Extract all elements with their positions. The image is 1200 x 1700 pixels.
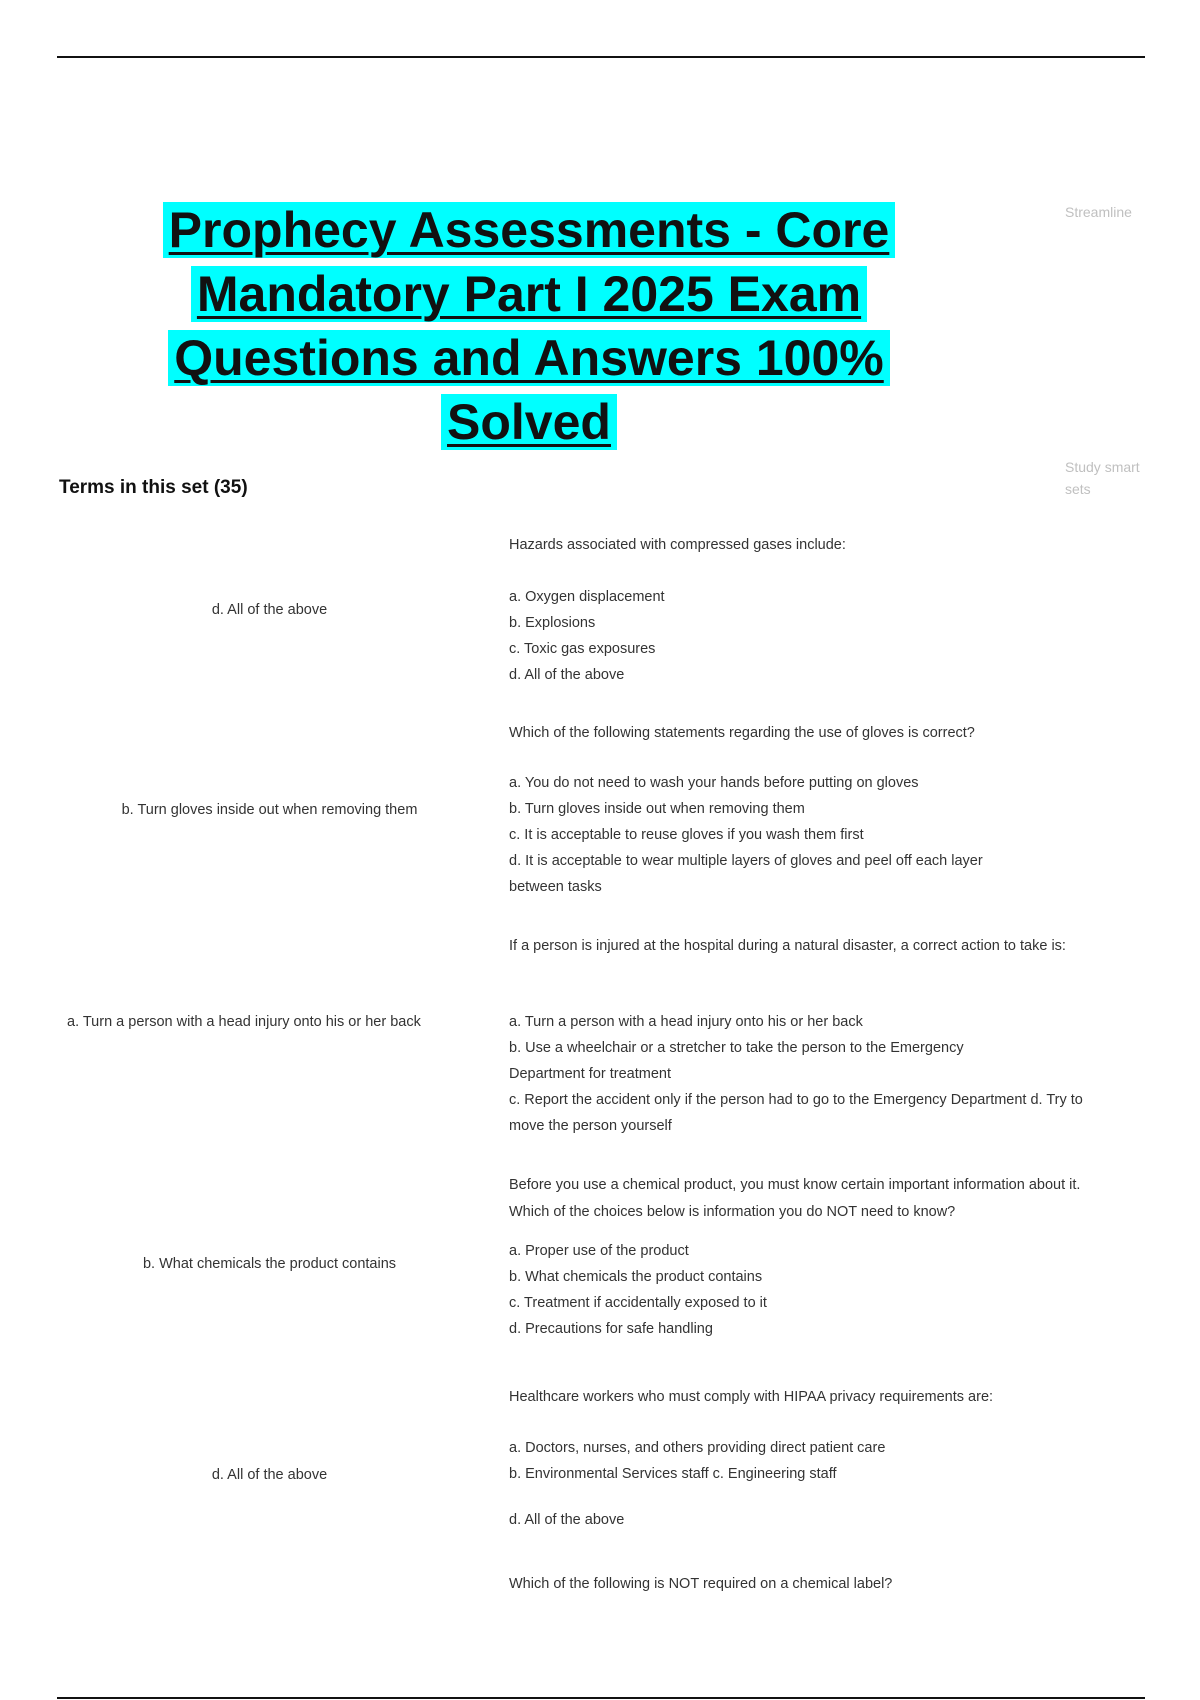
card-question: Before you use a chemical product, you must know certain important information about it. Which of the choices below is information you do NOT need to know?	[509, 1177, 1081, 1220]
watermark-note-top: Streamline	[1065, 204, 1132, 220]
title-line-4: Solved	[110, 390, 948, 454]
option-item: b. Environmental Services staff c. Engineering staff	[509, 1466, 837, 1482]
option-item: a. You do not need to wash your hands before putting on gloves	[509, 775, 919, 791]
option-item: b. Turn gloves inside out when removing them	[509, 801, 805, 817]
option-item: c. Treatment if accidentally exposed to it	[509, 1295, 767, 1311]
watermark-note-bottom: Study smart sets	[1065, 459, 1140, 497]
card-options	[509, 584, 1144, 688]
option-item: d. Precautions for safe handling	[509, 1321, 713, 1337]
document-title	[110, 198, 948, 454]
card-answer: d. All of the above	[211, 602, 328, 618]
option-item: a. Doctors, nurses, and others providing direct patient care	[509, 1440, 886, 1456]
card-answer: d. All of the above	[211, 1467, 328, 1483]
card-answer: a. Turn a person with a head injury onto his or her back	[67, 1014, 421, 1030]
option-item: d. All of the above	[509, 1512, 625, 1528]
top-rule	[57, 56, 1145, 58]
option-item: a. Oxygen displacement	[509, 589, 665, 605]
bottom-rule	[57, 1697, 1145, 1699]
card-question: If a person is injured at the hospital during a natural disaster, a correct action to take is:	[509, 938, 1066, 954]
card-question: Hazards associated with compressed gases include:	[509, 537, 846, 553]
card-question: Which of the following statements regarding the use of gloves is correct?	[509, 725, 975, 741]
card-question: Which of the following is NOT required on a chemical label?	[509, 1576, 893, 1592]
option-item: b. Explosions	[509, 615, 596, 631]
option-item: a. Proper use of the product	[509, 1243, 689, 1259]
option-item: d. All of the above	[509, 667, 625, 683]
terms-heading: Terms in this set (35)	[59, 477, 248, 498]
card-answer: b. Turn gloves inside out when removing them	[121, 802, 418, 818]
option-item: b. Use a wheelchair or a stretcher to take the person to the Emergency Department for treatment	[509, 1040, 964, 1082]
option-item: c. Toxic gas exposures	[509, 641, 656, 657]
card-options	[509, 1009, 1144, 1139]
option-item: a. Turn a person with a head injury onto his or her back	[509, 1014, 863, 1030]
option-item: c. Report the accident only if the person had to go to the Emergency Department d. Try to move the person yourself	[509, 1092, 1083, 1134]
card-question: Healthcare workers who must comply with HIPAA privacy requirements are:	[509, 1389, 994, 1405]
option-item: d. It is acceptable to wear multiple layers of gloves and peel off each layer between tasks	[509, 853, 983, 895]
card-options	[509, 770, 1144, 900]
title-line-3: Questions and Answers 100%	[110, 326, 948, 390]
card-options	[509, 1435, 1144, 1533]
card-answer: b. What chemicals the product contains	[142, 1256, 397, 1272]
card-options	[509, 1238, 1144, 1342]
title-line-2: Mandatory Part I 2025 Exam	[110, 262, 948, 326]
option-item: c. It is acceptable to reuse gloves if you wash them first	[509, 827, 864, 843]
title-line-1: Prophecy Assessments - Core	[110, 198, 948, 262]
option-item: b. What chemicals the product contains	[509, 1269, 763, 1285]
